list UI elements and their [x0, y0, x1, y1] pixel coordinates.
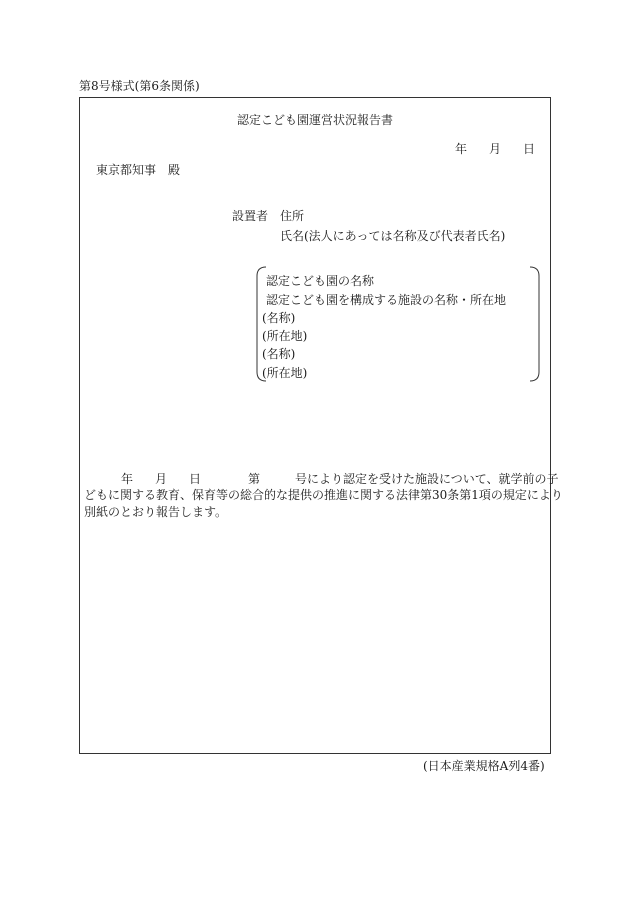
- date-year-label: 年: [455, 142, 468, 156]
- form-frame: [79, 97, 551, 754]
- setter-label: 設置者: [232, 209, 269, 223]
- facility-address-1: (所在地): [262, 329, 308, 343]
- body-text-line2: どもに関する教育、保育等の総合的な提供の推進に関する法律第30条第1項の規定により: [84, 488, 563, 502]
- body-year-label: 年: [121, 472, 134, 486]
- body-month-label: 月: [155, 472, 168, 486]
- body-day-label: 日: [189, 472, 202, 486]
- date-day-label: 日: [523, 142, 536, 156]
- facility-name-label: 認定こども園の名称: [266, 274, 375, 288]
- form-number-label: 第8号様式(第6条関係): [79, 79, 200, 93]
- document-title: 認定こども園運営状況報告書: [236, 113, 393, 127]
- paper-size-note: (日本産業規格A列4番): [423, 759, 545, 773]
- setter-address-label: 住所: [280, 209, 305, 223]
- setter-name-label: 氏名(法人にあっては名称及び代表者氏名): [280, 229, 506, 243]
- body-number-prefix: 第: [248, 472, 261, 486]
- recipient: 東京都知事 殿: [96, 163, 181, 177]
- facility-name-2: (名称): [262, 347, 296, 361]
- date-month-label: 月: [489, 142, 502, 156]
- facility-name-1: (名称): [262, 311, 296, 325]
- body-text-line1: 号により認定を受けた施設について、就学前の子: [295, 472, 559, 486]
- facility-address-2: (所在地): [262, 366, 308, 380]
- facility-components-label: 認定こども園を構成する施設の名称・所在地: [266, 293, 507, 307]
- body-text-line3: 別紙のとおり報告します。: [84, 505, 228, 519]
